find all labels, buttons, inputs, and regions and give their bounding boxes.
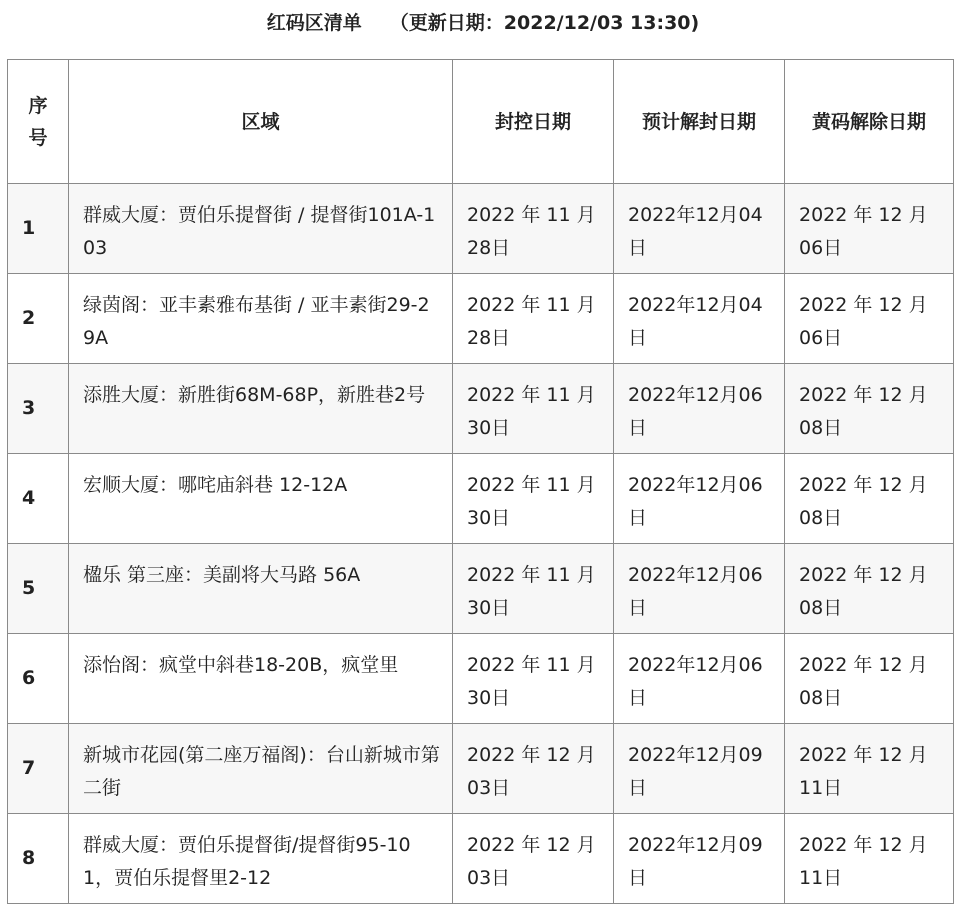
page-title (0, 10, 966, 36)
row-seq: 5 (8, 544, 69, 634)
table-row (8, 274, 954, 364)
row-lockdown-date: 2022 年 12 月 03日 (453, 814, 614, 904)
table-row (8, 814, 954, 904)
row-seq: 1 (8, 184, 69, 274)
row-area: 新城市花园(第二座万福阁)：台山新城市第二街 (69, 724, 453, 814)
row-lockdown-date: 2022 年 11 月 28日 (453, 274, 614, 364)
title-main: 红码区清单 (266, 12, 362, 34)
row-seq: 3 (8, 364, 69, 454)
row-lockdown-date: 2022 年 11 月 30日 (453, 454, 614, 544)
row-area: 群威大厦：贾伯乐提督街 / 提督街101A-103 (69, 184, 453, 274)
row-yellow-release-date: 2022 年 12 月 08日 (785, 454, 954, 544)
header-expected-unlock-date: 预计解封日期 (614, 60, 785, 184)
red-zone-table (7, 59, 954, 904)
row-area: 添胜大厦：新胜街68M-68P，新胜巷2号 (69, 364, 453, 454)
table-row (8, 724, 954, 814)
row-expected-unlock-date: 2022年12月06日 (614, 634, 785, 724)
table-header-row (8, 60, 954, 184)
row-expected-unlock-date: 2022年12月06日 (614, 544, 785, 634)
table-row (8, 634, 954, 724)
header-area: 区域 (69, 60, 453, 184)
row-lockdown-date: 2022 年 11 月 30日 (453, 364, 614, 454)
row-yellow-release-date: 2022 年 12 月 11日 (785, 814, 954, 904)
row-yellow-release-date: 2022 年 12 月 06日 (785, 274, 954, 364)
row-area: 宏顺大厦：哪咤庙斜巷 12-12A (69, 454, 453, 544)
row-lockdown-date: 2022 年 12 月 03日 (453, 724, 614, 814)
row-seq: 6 (8, 634, 69, 724)
row-seq: 8 (8, 814, 69, 904)
row-area: 绿茵阁：亚丰素雅布基街 / 亚丰素街29-29A (69, 274, 453, 364)
row-seq: 2 (8, 274, 69, 364)
row-seq: 4 (8, 454, 69, 544)
update-date-label: （更新日期：2022/12/03 13:30) (389, 12, 700, 34)
row-seq: 7 (8, 724, 69, 814)
row-lockdown-date: 2022 年 11 月 28日 (453, 184, 614, 274)
table-row (8, 184, 954, 274)
row-expected-unlock-date: 2022年12月04日 (614, 184, 785, 274)
row-area: 添怡阁：疯堂中斜巷18-20B，疯堂里 (69, 634, 453, 724)
table-row (8, 454, 954, 544)
row-expected-unlock-date: 2022年12月06日 (614, 364, 785, 454)
row-expected-unlock-date: 2022年12月06日 (614, 454, 785, 544)
row-yellow-release-date: 2022 年 12 月 06日 (785, 184, 954, 274)
row-area: 楹乐 第三座：美副将大马路 56A (69, 544, 453, 634)
row-lockdown-date: 2022 年 11 月 30日 (453, 544, 614, 634)
table-row (8, 544, 954, 634)
row-yellow-release-date: 2022 年 12 月 11日 (785, 724, 954, 814)
row-expected-unlock-date: 2022年12月09日 (614, 724, 785, 814)
header-lockdown-date: 封控日期 (453, 60, 614, 184)
row-yellow-release-date: 2022 年 12 月 08日 (785, 364, 954, 454)
table-row (8, 364, 954, 454)
row-yellow-release-date: 2022 年 12 月 08日 (785, 634, 954, 724)
row-area: 群威大厦：贾伯乐提督街/提督街95-101，贾伯乐提督里2-12 (69, 814, 453, 904)
header-yellow-release-date: 黄码解除日期 (785, 60, 954, 184)
row-yellow-release-date: 2022 年 12 月 08日 (785, 544, 954, 634)
row-expected-unlock-date: 2022年12月04日 (614, 274, 785, 364)
row-expected-unlock-date: 2022年12月09日 (614, 814, 785, 904)
row-lockdown-date: 2022 年 11 月 30日 (453, 634, 614, 724)
header-seq: 序号 (8, 60, 69, 184)
